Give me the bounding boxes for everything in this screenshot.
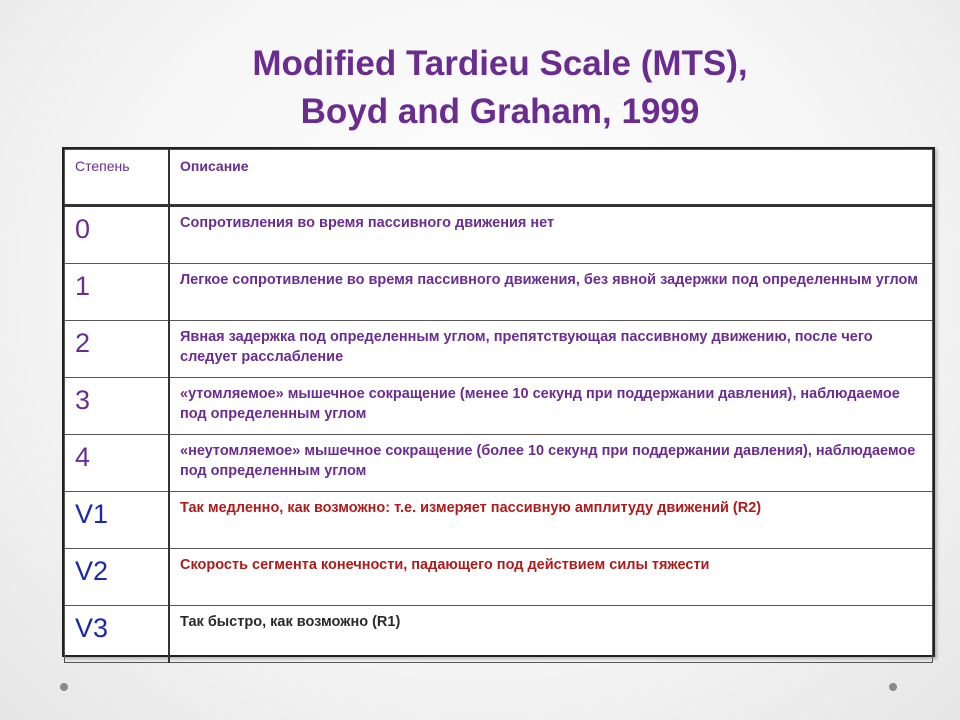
grade-value: 3 <box>75 385 91 415</box>
slide-title <box>0 40 960 136</box>
grade-description: Так быстро, как возможно (R1) <box>180 614 401 630</box>
table-row <box>65 492 933 549</box>
grade-description: Явная задержка под определенным углом, препятствующая пассивному движению, после чего следует расслабление <box>180 329 873 365</box>
header-description: Описание <box>180 158 249 174</box>
table-row <box>65 264 933 321</box>
grade-value: V2 <box>75 556 109 586</box>
table-row <box>65 378 933 435</box>
grade-description: Так медленно, как возможно: т.е. измеряет пассивную амплитуду движений (R2) <box>180 500 762 516</box>
grade-value: 2 <box>75 328 91 358</box>
right-dot-decoration <box>889 683 897 691</box>
grade-value: V1 <box>75 499 109 529</box>
grade-value: 4 <box>75 442 91 472</box>
table-row <box>65 606 933 663</box>
mts-table <box>62 147 935 657</box>
table-header-row <box>65 150 933 206</box>
table-row <box>65 321 933 378</box>
grade-description: Легкое сопротивление во время пассивного движения, без явной задержки под определенным углом <box>180 272 918 288</box>
title-line-1: Modified Tardieu Scale (MTS), <box>252 44 748 83</box>
header-grade-cell <box>65 150 170 206</box>
header-description-cell <box>169 150 933 206</box>
grade-description: «неутомляемое» мышечное сокращение (более 10 секунд при поддержании давления), наблюдаемое под определенным углом <box>180 443 916 479</box>
grade-description: Скорость сегмента конечности, падающего под действием силы тяжести <box>180 557 710 573</box>
table-row <box>65 549 933 606</box>
left-dot-decoration <box>60 683 68 691</box>
grade-description: «утомляемое» мышечное сокращение (менее 10 секунд при поддержании давления), наблюдаемое под определенным углом <box>180 386 900 422</box>
table-row <box>65 435 933 492</box>
grade-value: V3 <box>75 613 109 643</box>
header-grade: Степень <box>75 158 130 174</box>
grade-value: 0 <box>75 214 91 244</box>
grade-description: Сопротивления во время пассивного движения нет <box>180 215 555 231</box>
table-row <box>65 206 933 264</box>
grade-value: 1 <box>75 271 91 301</box>
title-line-2: Boyd and Graham, 1999 <box>300 92 700 131</box>
